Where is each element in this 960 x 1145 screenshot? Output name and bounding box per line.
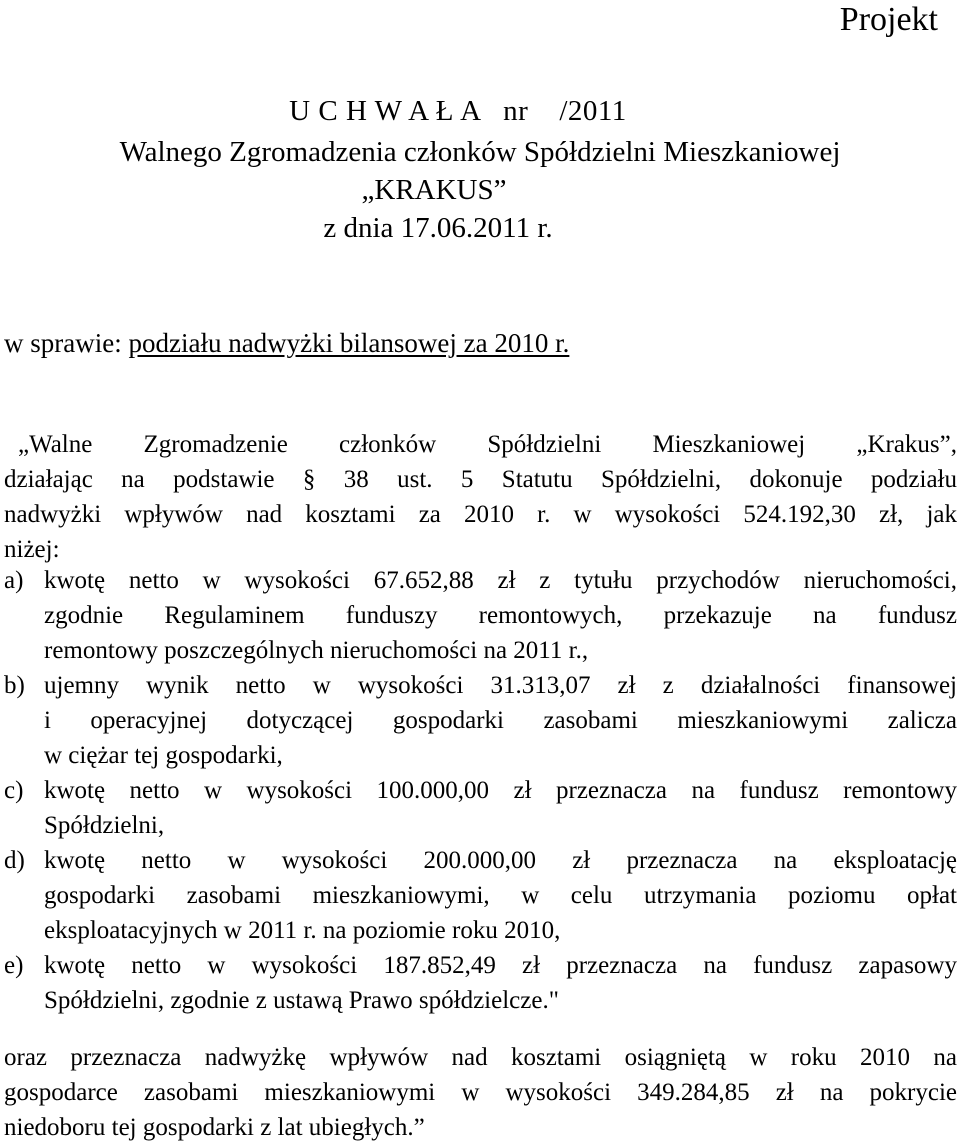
closing-line: niedoboru tej gospodarki z lat ubiegłych.” <box>4 1114 425 1141</box>
list-item-label: d) <box>4 847 25 874</box>
list-item-line: kwotę netto w wysokości 67.652,88 zł z tytułu przychodów nieruchomości, <box>44 567 957 594</box>
list-item-label: a) <box>4 567 24 594</box>
list-item-line: ujemny wynik netto w wysokości 31.313,07 zł z działalności finansowej <box>44 672 957 699</box>
closing-line: gospodarce zasobami mieszkaniowymi w wysokości 349.284,85 zł na pokrycie <box>4 1079 957 1106</box>
closing-line: oraz przeznacza nadwyżkę wpływów nad kosztami osiągniętą w roku 2010 na <box>4 1044 957 1071</box>
list-item <box>4 948 957 1018</box>
list-item-label: c) <box>4 777 24 804</box>
list-item <box>4 563 957 668</box>
subject-line <box>4 326 569 360</box>
intro-line: niżej: <box>4 536 60 563</box>
resolution-date: z dnia 17.06.2011 r. <box>323 212 553 244</box>
list-item-line: gospodarki zasobami mieszkaniowymi, w celu utrzymania poziomu opłat <box>44 882 957 909</box>
subject-prefix: w sprawie: <box>4 328 129 358</box>
list-item-text <box>44 843 957 948</box>
list-item-text <box>44 948 957 1018</box>
list-item <box>4 843 957 948</box>
list-item-line: i operacyjnej dotyczącej gospodarki zasobami mieszkaniowymi zalicza <box>44 707 957 734</box>
project-label: Projekt <box>839 1 938 38</box>
list-item <box>4 773 957 843</box>
list-item-line: Spółdzielni, <box>44 812 165 839</box>
resolution-assembly: Walnego Zgromadzenia członków Spółdzielni Mieszkaniowej <box>119 136 841 168</box>
list-item-line: Spółdzielni, zgodnie z ustawą Prawo spółdzielcze." <box>44 987 559 1014</box>
list-item-line: kwotę netto w wysokości 200.000,00 zł przeznacza na eksploatację <box>44 847 957 874</box>
list-item-text <box>44 773 957 843</box>
intro-line: „Walne Zgromadzenie członków Spółdzielni Mieszkaniowej „Krakus”, <box>18 431 957 458</box>
list-item-line: w ciężar tej gospodarki, <box>44 742 283 769</box>
intro-paragraph <box>4 427 957 567</box>
list-item-line: eksploatacyjnych w 2011 r. na poziomie roku 2010, <box>44 917 561 944</box>
list-item-line: kwotę netto w wysokości 100.000,00 zł przeznacza na fundusz remontowy <box>44 777 957 804</box>
allocation-list <box>4 563 957 1018</box>
list-item-line: kwotę netto w wysokości 187.852,49 zł przeznacza na fundusz zapasowy <box>44 952 957 979</box>
list-item-line: zgodnie Regulaminem funduszy remontowych, przekazuje na fundusz <box>44 602 957 629</box>
intro-line: nadwyżki wpływów nad kosztami za 2010 r. w wysokości 524.192,30 zł, jak <box>4 501 957 528</box>
list-item-text <box>44 668 957 773</box>
list-item-label: e) <box>4 952 24 979</box>
closing-paragraph <box>4 1040 957 1145</box>
resolution-cooperative-name: „KRAKUS” <box>361 174 507 206</box>
list-item-text <box>44 563 957 668</box>
list-item <box>4 668 957 773</box>
resolution-title: U C H W A Ł A nr /2011 <box>289 95 627 127</box>
list-item-line: remontowy poszczególnych nieruchomości na 2011 r., <box>44 637 589 664</box>
subject-text: podziału nadwyżki bilansowej za 2010 r. <box>128 328 570 358</box>
list-item-label: b) <box>4 672 25 699</box>
intro-line: działając na podstawie § 38 ust. 5 Statutu Spółdzielni, dokonuje podziału <box>4 466 957 493</box>
